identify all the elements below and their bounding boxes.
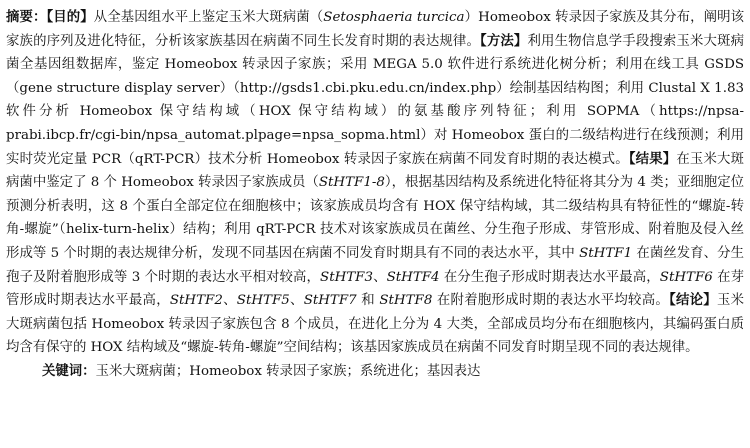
separator-a: 、 [373, 269, 387, 285]
gene-sthtf8: StHTF8 [379, 293, 433, 309]
species-name: Setosphaeria turcica [323, 10, 465, 25]
gene-sthtf4: StHTF4 [386, 269, 440, 285]
gene-sthtf6: StHTF6 [659, 269, 713, 285]
document-page [6, 6, 744, 384]
separator-b: 、 [222, 293, 237, 309]
keywords-label: 关键词： [42, 362, 96, 379]
method-text: 利用生物信息学手段搜索玉米大斑病菌全基因组数据库，鉴定 Homeobox 转录因子家族；采用 MEGA 5.0 软件进行系统进化树分析；利用在线工具 GSDS（gene structure display server）（http://gsds1.cbi.pku.edu.cn/index.php）绘制基因结构图；利用 Clustal X 1.83 软件分析 Homeobox 保守结构域（HOX 保守结构域）的氨基酸序列特征；利用 SOPMA（https://npsa-prabi.ibcp.fr/cgi-bin/npsa_automat.plpage=npsa_sopma.html）对 Homeobox 蛋白的二级结构进行在线预测；利用实时荧光定量 PCR（qRT-PCR）技术分析 Homeobox 转录因子家族在病菌不同发育时期的表达模式。 [6, 33, 745, 167]
and-word: 和 [356, 293, 380, 309]
method-label: 【方法】 [480, 32, 528, 49]
gene-sthtf3: StHTF3 [320, 269, 373, 285]
abstract-paragraph [6, 6, 744, 360]
gene-sthtf2: StHTF2 [169, 293, 223, 309]
abstract-label: 摘要： [6, 9, 47, 25]
result-text-1: 在玉米大斑病菌中鉴定了 8 个 Homeobox 转录因子家族成员（ [6, 151, 744, 191]
keywords-text: 玉米大斑病菌；Homeobox 转录因子家族；系统进化；基因表达 [95, 363, 481, 379]
result-text-3: 在菌丝发育、分生孢子及附着胞形成等 3 个时期的表达水平相对较高， [6, 245, 744, 285]
gene-sthtf5: StHTF5 [236, 293, 290, 309]
gene-range: StHTF1-8 [318, 175, 385, 191]
separator-c: 、 [289, 293, 304, 309]
objective-label: 【目的】 [46, 9, 94, 25]
conclusion-label: 【结论】 [669, 292, 717, 309]
result-text-6: 在附着胞形成时期的表达水平均较高。 [432, 293, 670, 309]
result-text-5: 在芽管形成时期表达水平最高， [6, 269, 745, 309]
keywords-line [6, 360, 744, 384]
objective-text-2: ）Homeobox 转录因子家族及其分布，阐明该家族的序列及进化特征，分析该家族基因在病菌不同生长发育时期的表达规律。 [6, 10, 744, 49]
conclusion-text: 玉米大斑病菌包括 Homeobox 转录因子家族包含 8 个成员，在进化上分为 4 大类，全部成员均分布在细胞核内，其编码蛋白质均含有保守的 HOX 结构域及“螺旋-转角-螺旋”空间结构；该基因家族成员在病菌不同发育时期呈现不同的表达规律。 [6, 293, 744, 356]
result-text-4: 在分生孢子形成时期表达水平最高， [439, 269, 660, 285]
result-label: 【结果】 [628, 150, 677, 167]
gene-sthtf7: StHTF7 [303, 293, 357, 309]
gene-sthtf1: StHTF1 [579, 245, 633, 261]
objective-text-1: 从全基因组水平上鉴定玉米大斑病菌（ [93, 10, 324, 25]
result-text-2: ），根据基因结构及系统进化特征将其分为 4 类；亚细胞定位预测分析表明，这 8 个蛋白全部定位在细胞核中；该家族成员均含有 HOX 保守结构域，其二级结构具有特征性的“螺旋-转角-螺旋”（helix-turn-helix）结构；利用 qRT-PCR 技术对该家族成员在菌丝、分生孢子形成、芽管形成、附着胞及侵入丝形成等 5 个时期的表达规律分析，发现不同基因在病菌不同发育时期具有不同的表达水平，其中 [6, 175, 744, 261]
